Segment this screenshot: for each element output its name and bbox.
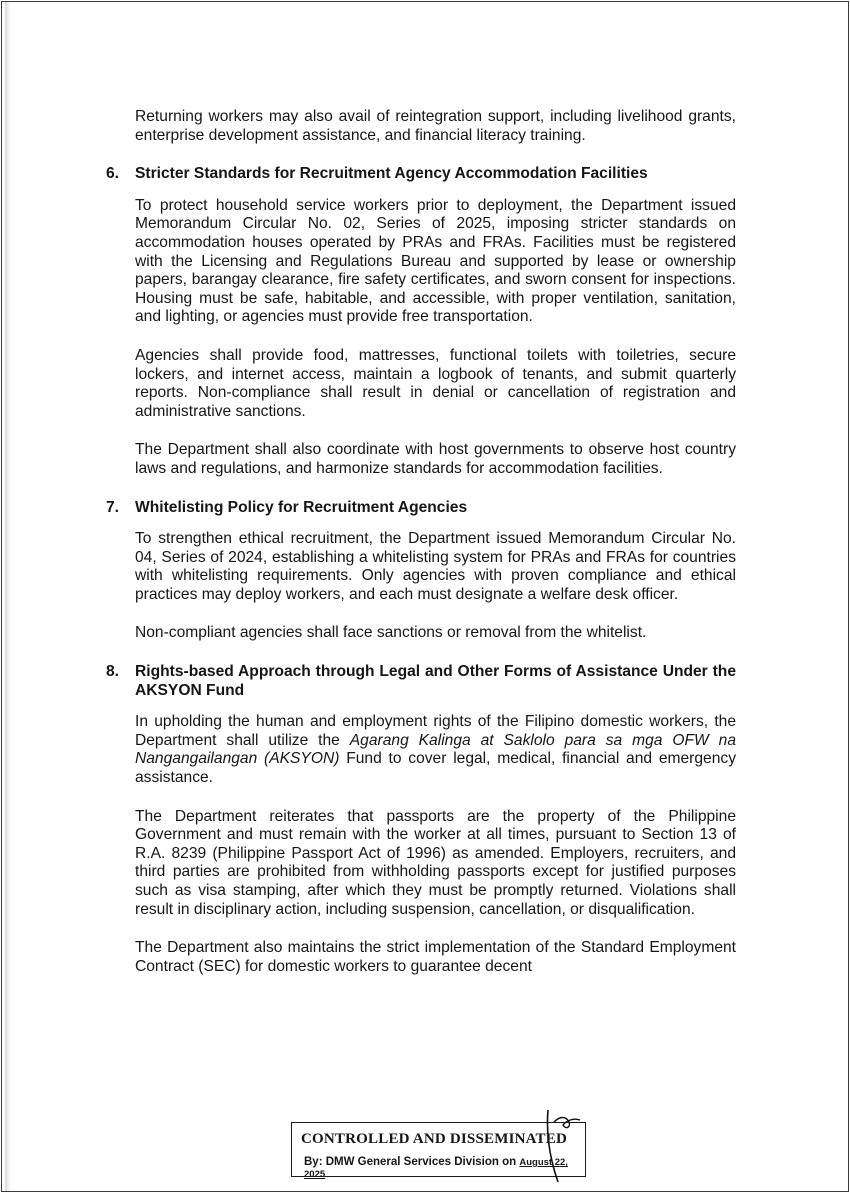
section-8-title: Rights-based Approach through Legal and Other Forms of Assistance Under the AKSYON Fund <box>135 663 736 699</box>
section-8-p1-start: In upholding the human and employment rights of the Filipino domestic workers, the Department shall utilize the <box>135 713 736 749</box>
section-7-paragraph-1: To strengthen ethical recruitment, the Department issued Memorandum Circular No. 04, Series of 2024, establishing a whitelisting system for PRAs and FRAs for countries with whitelisting requirements. Only agencies with proven compliance and ethical practices may deploy workers, and each must designate a welfare desk officer. <box>135 530 736 603</box>
stamp-title: CONTROLLED AND DISSEMINATED <box>301 1131 568 1147</box>
section-6-paragraph-1: To protect household service workers prior to deployment, the Department issued Memorandum Circular No. 02, Series of 2025, imposing stricter standards on accommodation houses operated by PRAs and FRAs. Facilities must be registered with the Licensing and Regulations Bureau and supported by lease or ownership papers, barangay clearance, fire safety certificates, and sworn consent for inspections. Housing must be safe, habitable, and accessible, with proper ventilation, sanitation, and lighting, or agencies must provide free transportation. <box>135 196 736 326</box>
section-7-number: 7. <box>106 498 120 516</box>
section-8-number: 8. <box>106 663 120 681</box>
section-7-title: Whitelisting Policy for Recruitment Agencies <box>135 498 468 516</box>
section-6-paragraph-3: The Department shall also coordinate with host governments to observe host country laws and regulations, and harmonize standards for accommodation facilities. <box>135 441 736 477</box>
document-body <box>106 108 736 996</box>
section-5-closing-paragraph: Returning workers may also avail of reintegration support, including livelihood grants, enterprise development assistance, and financial literacy training. <box>135 108 736 144</box>
scan-edge-shadow <box>5 2 11 1191</box>
section-8-paragraph-3: The Department also maintains the strict implementation of the Standard Employment Contract (SEC) for domestic workers to guarantee decent <box>135 939 736 975</box>
section-7-heading <box>106 499 736 518</box>
section-8-heading <box>106 663 736 700</box>
section-8-paragraph-1 <box>135 713 736 787</box>
aksyon-fund-name: Agarang Kalinga at Saklolo para sa mga OFW na Nangangailangan (AKSYON) <box>135 731 736 768</box>
section-6-heading <box>106 165 736 184</box>
section-8-p1-end: Fund to cover legal, medical, financial and emergency assistance. <box>135 750 736 787</box>
section-6-paragraph-2: Agencies shall provide food, mattresses, functional toilets with toiletries, secure lockers, and internet access, maintain a logbook of tenants, and submit quarterly reports. Non-compliance shall result in denial or cancellation of registration and administrative sanctions. <box>135 346 736 420</box>
section-6-title: Stricter Standards for Recruitment Agency Accommodation Facilities <box>135 165 648 183</box>
section-8-paragraph-2: The Department reiterates that passports are the property of the Philippine Government and must remain with the worker at all times, pursuant to Section 13 of R.A. 8239 (Philippine Passport Act of 1996) as amended. Employers, recruiters, and third parties are prohibited from withholding passports except for justified purposes such as visa stamping, after which they must be promptly returned. Violations shall result in disciplinary action, including suspension, cancellation, or disqualification. <box>135 807 736 918</box>
stamp-by-text: By: DMW General Services Division on <box>304 1156 517 1168</box>
section-7-paragraph-2: Non-compliant agencies shall face sanctions or removal from the whitelist. <box>135 624 647 642</box>
stamp-date: August 22, 2025 <box>304 1157 568 1180</box>
section-6-number: 6. <box>106 165 120 183</box>
handwritten-initials-signature <box>536 1104 584 1184</box>
